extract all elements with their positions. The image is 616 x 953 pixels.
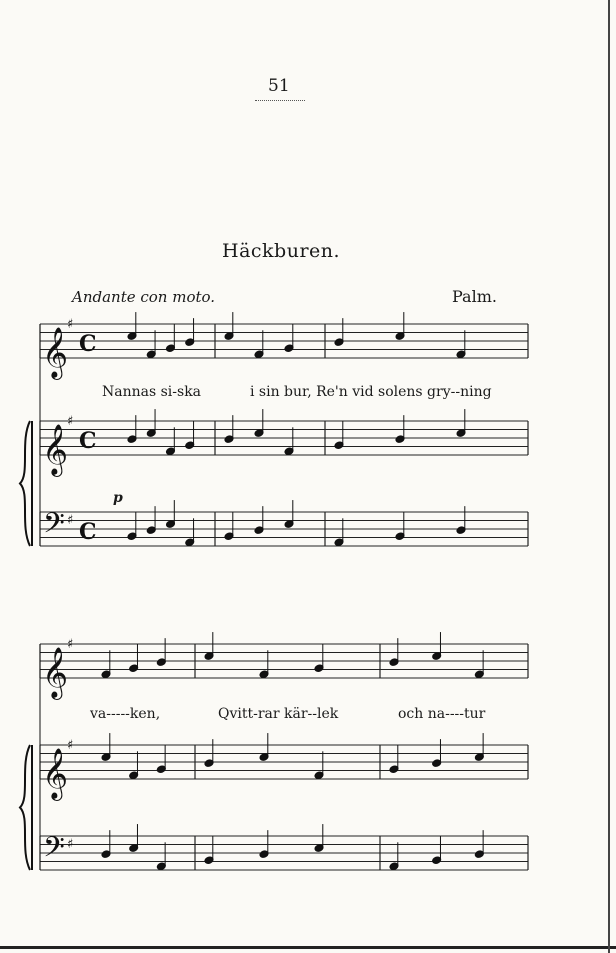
key-sharp: ♯ (67, 837, 74, 852)
bass-clef: 𝄢 (43, 831, 65, 871)
page-bottom-edge (0, 946, 616, 949)
lyric-line-2a: va-----ken, (90, 706, 161, 722)
page-number: 51 (268, 76, 290, 96)
dynamic-marking: p (113, 490, 123, 506)
brace-curve (20, 745, 30, 870)
key-sharp: ♯ (67, 738, 74, 753)
time-signature: C (79, 331, 97, 357)
bass-clef: 𝄢 (43, 507, 65, 547)
treble-clef: 𝄞 (42, 748, 69, 799)
brace (20, 324, 40, 870)
key-sharp: ♯ (67, 414, 74, 429)
page-right-edge (608, 0, 610, 953)
tempo-marking: Andante con moto. (72, 288, 216, 306)
key-sharp: ♯ (67, 317, 74, 332)
treble-clef: 𝄞 (42, 424, 69, 475)
song-title: Häckburen. (222, 240, 341, 262)
treble-clef: 𝄞 (42, 327, 69, 378)
barlines (40, 324, 528, 870)
brace-curve (20, 421, 30, 546)
lyric-line-1a: Nannas si-ska (102, 384, 202, 400)
lyric-line-2c: och na----tur (398, 706, 486, 722)
time-signature: C (79, 428, 97, 454)
staff-lines (40, 324, 528, 870)
key-sharp: ♯ (67, 513, 74, 528)
clefs (42, 317, 97, 871)
key-sharp: ♯ (67, 637, 74, 652)
time-signature: C (79, 519, 97, 545)
composer-name: Palm. (452, 287, 497, 306)
treble-clef: 𝄞 (42, 647, 69, 698)
lyric-line-2b: Qvitt-rar kär--lek (218, 706, 339, 722)
lyric-line-1b: i sin bur, Re'n vid solens gry--ning (250, 384, 492, 400)
